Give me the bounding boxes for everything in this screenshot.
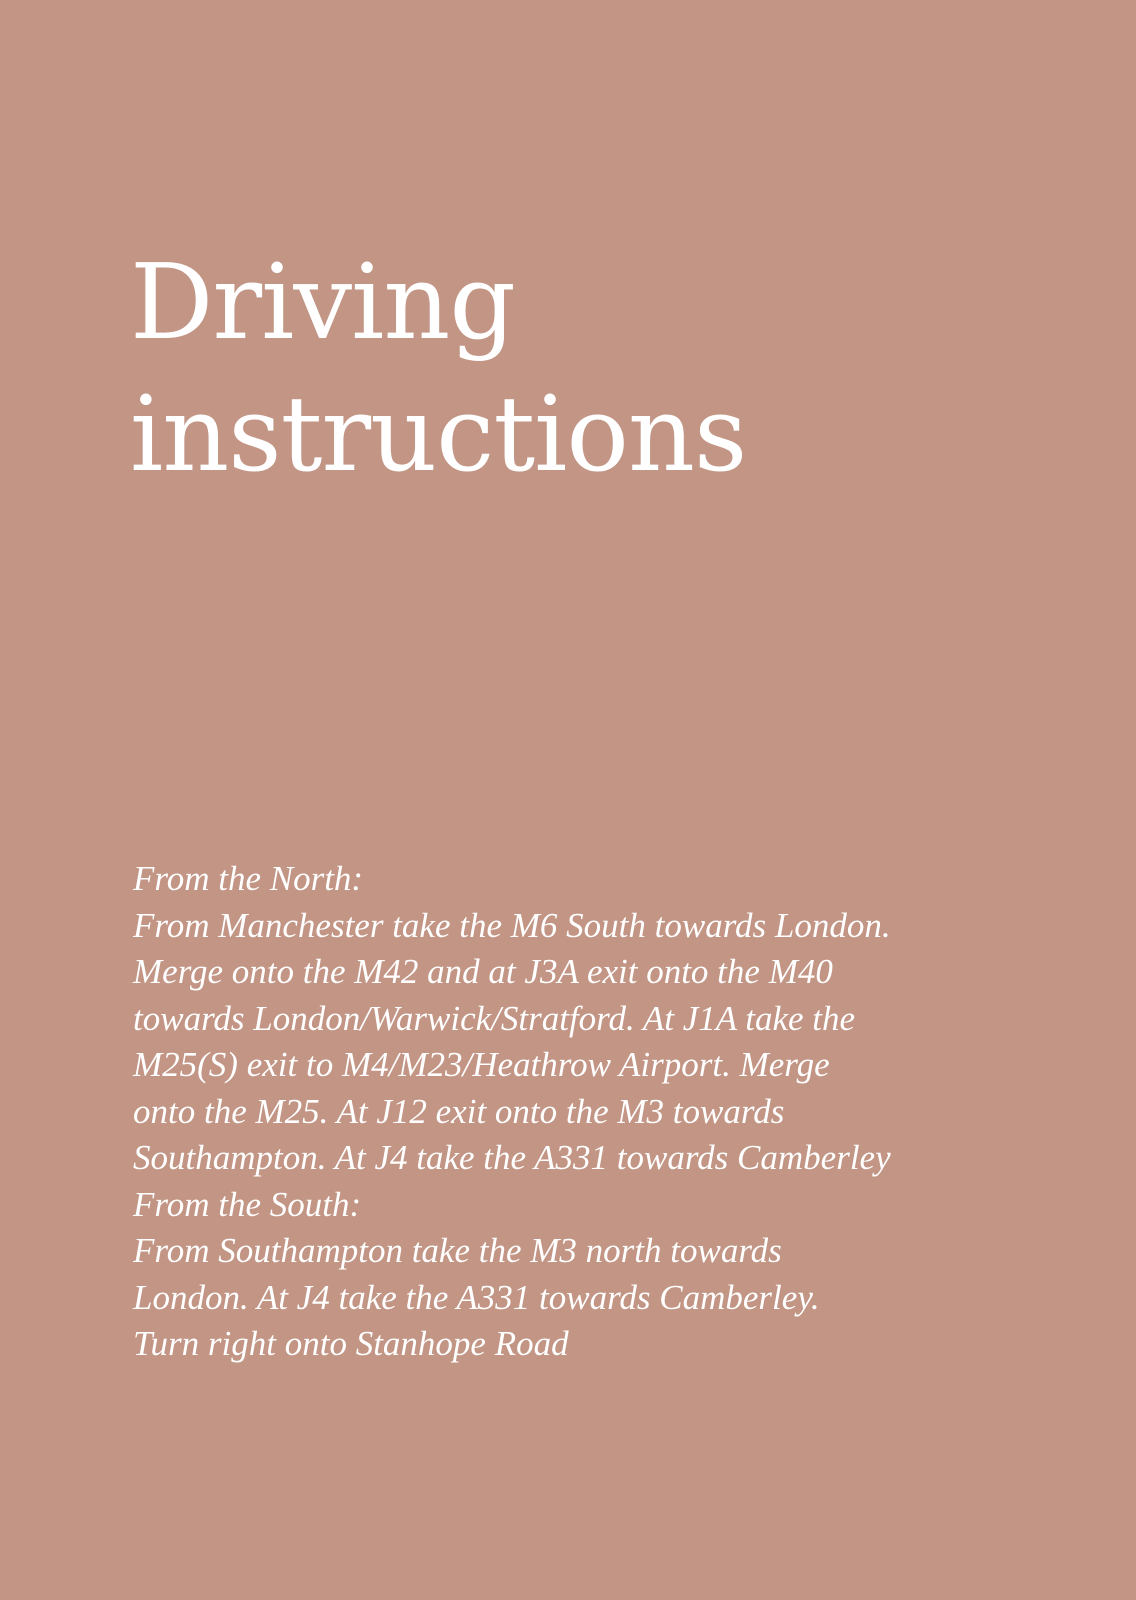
driving-directions (133, 856, 893, 1368)
south-directions: From Southampton take the M3 north towards London. At J4 take the A331 towards Camberley. Turn right onto Stanhope Road (133, 1231, 820, 1363)
page-title (130, 236, 930, 500)
south-heading: From the South: (133, 1184, 362, 1224)
north-heading: From the North: (133, 859, 364, 898)
title-line-1: Driving (130, 241, 515, 363)
north-directions: From Manchester take the M6 South towards London. Merge onto the M42 and at J3A exit onto the M40 towards London/Warwick/Stratford. At J1A take the M25(S) exit to M4/M23/Heathrow Airport. Merge onto the M25. At J12 exit onto the M3 towards Southampton. At J4 take the A331 towards Camberley (133, 905, 891, 1177)
title-line-2: instructions (130, 373, 747, 495)
